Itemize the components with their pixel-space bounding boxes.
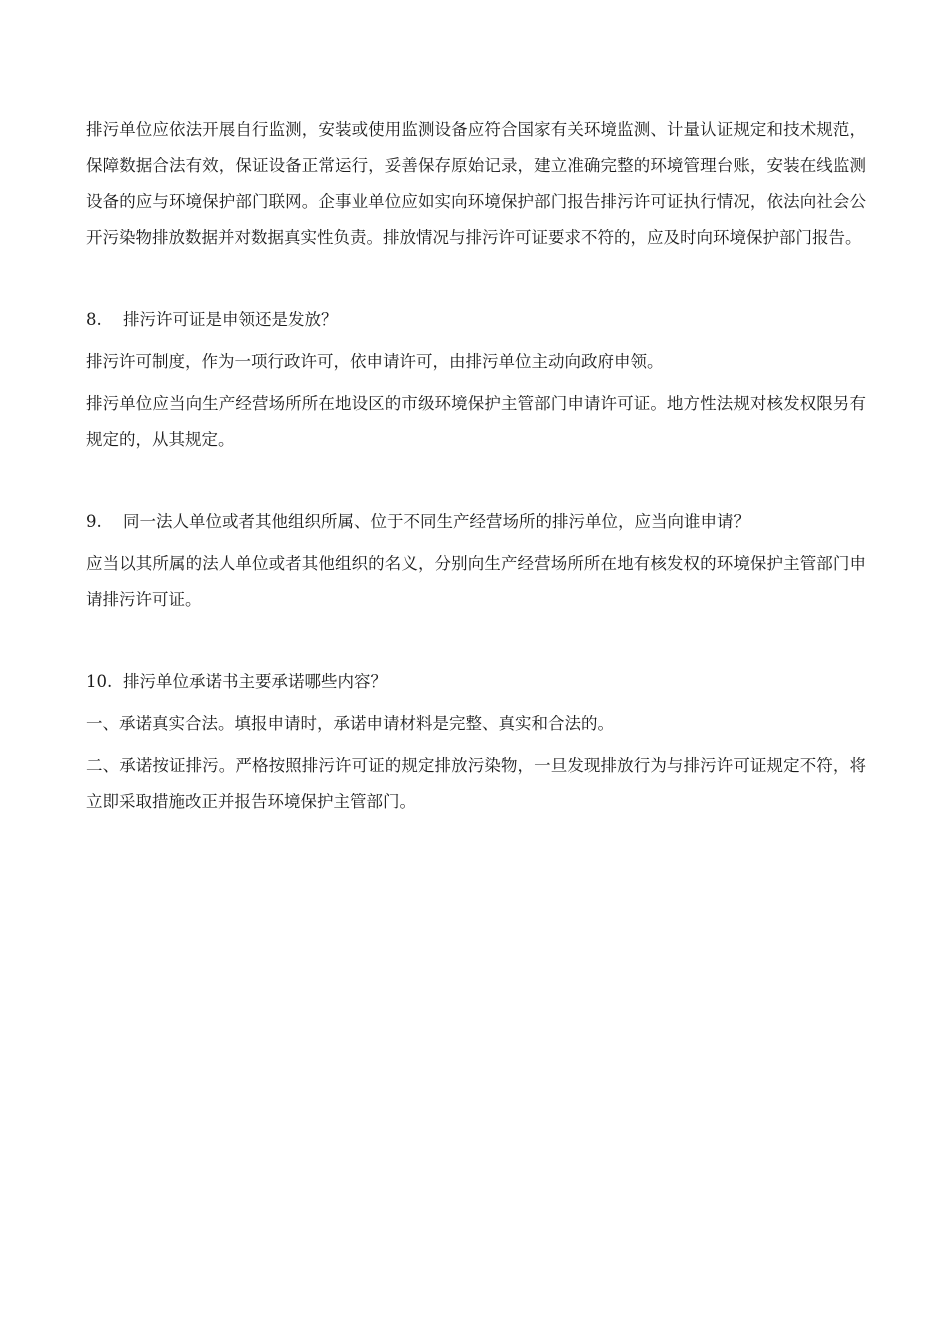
question-10-answer-1: 一、承诺真实合法。填报申请时，承诺申请材料是完整、真实和合法的。 <box>86 714 614 733</box>
question-8-number: 8. <box>86 310 102 329</box>
question-9-number: 9. <box>86 512 102 531</box>
question-9-text: 同一法人单位或者其他组织所属、位于不同生产经营场所的排污单位，应当向谁申请？ <box>123 512 750 531</box>
question-10-number: 10. <box>86 672 113 691</box>
question-10-answer-2: 二、承诺按证排污。严格按照排污许可证的规定排放污染物，一旦发现排放行为与排污许可证规定不符，将立即采取措施改正并报告环境保护主管部门。 <box>86 756 866 811</box>
question-8-heading <box>86 302 866 338</box>
question-10-text: 排污单位承诺书主要承诺哪些内容？ <box>123 672 387 691</box>
intro-paragraph: 排污单位应依法开展自行监测，安装或使用监测设备应符合国家有关环境监测、计量认证规定和技术规范，保障数据合法有效，保证设备正常运行，妥善保存原始记录，建立准确完整的环境管理台账，安装在线监测设备的应与环境保护部门联网。企事业单位应如实向环境保护部门报告排污许可证执行情况，依法向社会公开污染物排放数据并对数据真实性负责。排放情况与排污许可证要求不符的，应及时向环境保护部门报告。 <box>86 120 866 247</box>
question-8-text: 排污许可证是申领还是发放？ <box>123 310 338 329</box>
question-9-heading <box>86 504 866 540</box>
question-8-answer-1: 排污许可制度，作为一项行政许可，依申请许可，由排污单位主动向政府申领。 <box>86 352 664 371</box>
document-page <box>86 112 866 820</box>
question-8-answer-2: 排污单位应当向生产经营场所所在地设区的市级环境保护主管部门申请许可证。地方性法规对核发权限另有规定的，从其规定。 <box>86 394 866 449</box>
question-10-heading <box>86 664 866 700</box>
question-9-answer-1: 应当以其所属的法人单位或者其他组织的名义，分别向生产经营场所所在地有核发权的环境保护主管部门申请排污许可证。 <box>86 554 866 609</box>
